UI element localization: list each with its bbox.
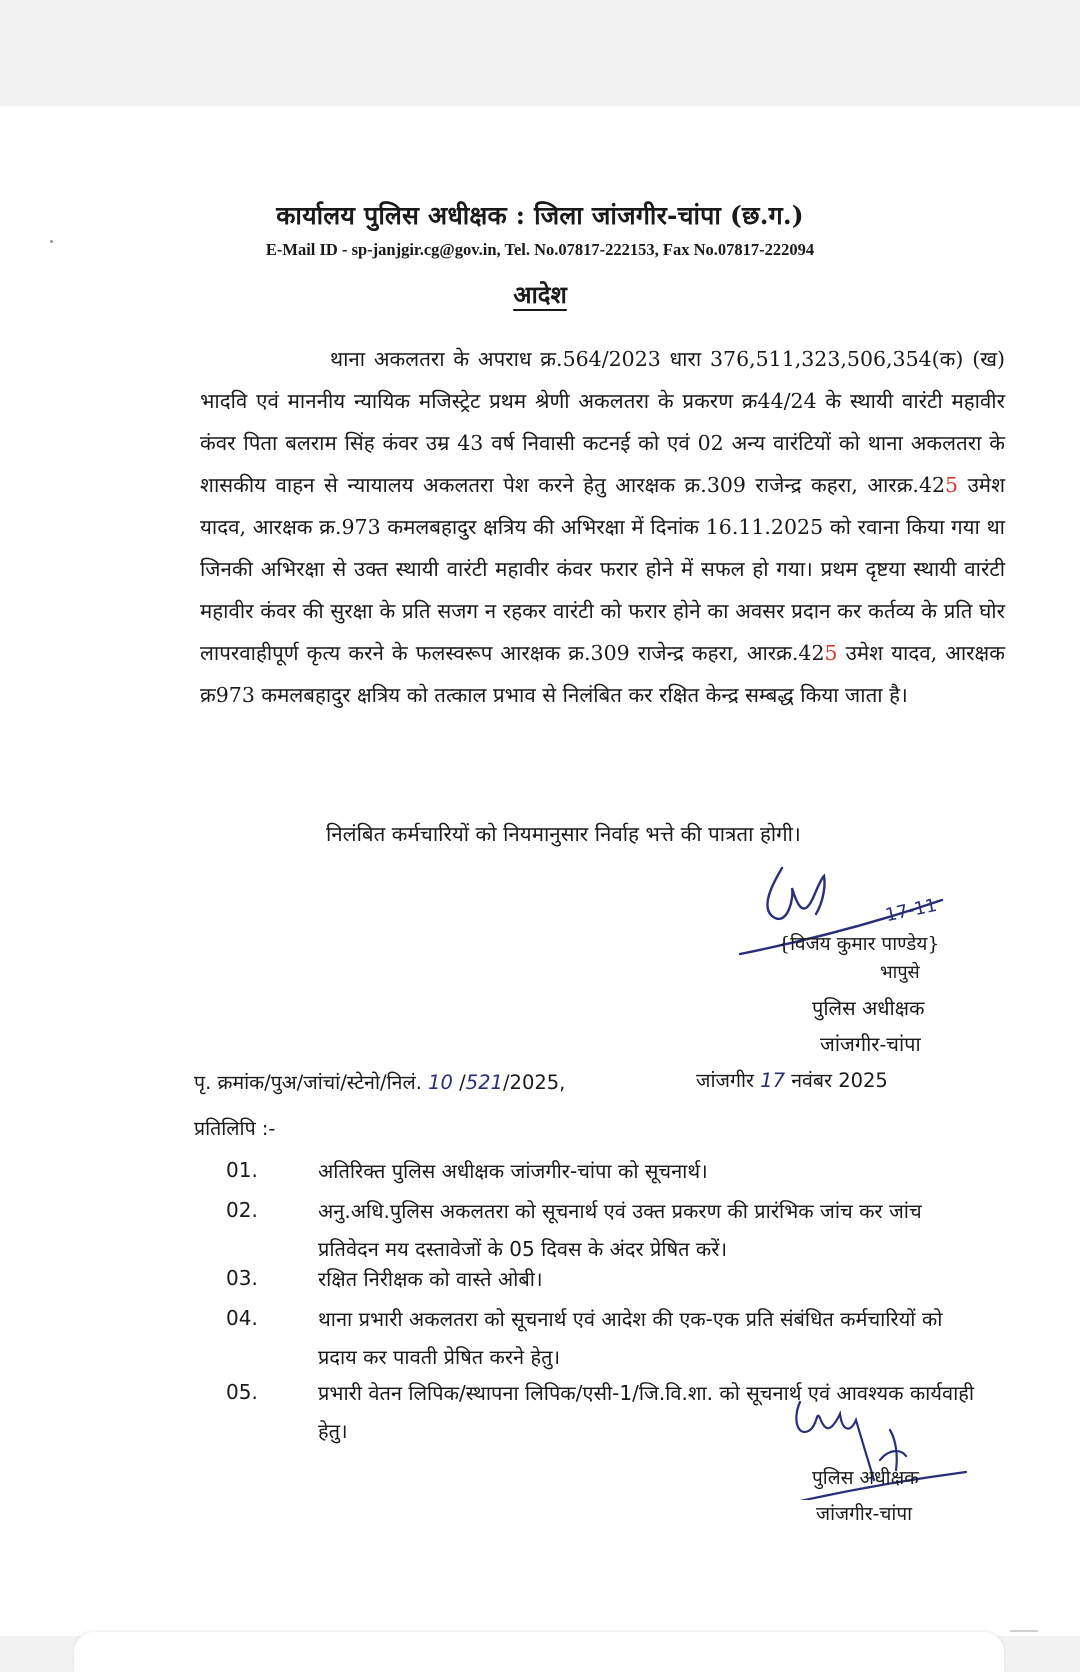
copy-item-text: रक्षित निरीक्षक को वास्ते ओबी। xyxy=(318,1267,543,1291)
reference-date xyxy=(696,1066,888,1093)
reference-prefix: पृ. क्रमांक/पुअ/जांचां/स्टेनो/निलं. xyxy=(194,1071,429,1094)
copy-item-text: अनु.अधि.पुलिस अकलतरा को सूचनार्थ एवं उक्त प्रकरण की प्रारंभिक जांच कर जांच प्रतिवेदन मय दस्तावेजों के 05 दिवस के अंदर प्रेषित करें। xyxy=(318,1199,922,1261)
body-text-part-2: उमेश यादव, आरक्षक क्र.973 कमलबहादुर क्षत्रिय की अभिरक्षा में दिनांक 16.11.2025 को रवाना किया गया था जिनकी अभिरक्षा से उक्त स्थायी वारंटी महावीर कंवर फरार होने में सफल हो गया। प्रथम दृष्टया स्थायी वारंटी महावीर कंवर की सुरक्षा के प्रति सजग न रहकर वारंटी को फरार होने का अवसर प्रदान कर कर्तव्य के प्रति घोर लापरवाहीपूर्ण कृत्य करने के फलस्वरूप आरक्षक क्र.309 राजेन्द्र कहरा, आरक्र.42 xyxy=(200,473,1006,665)
reference-date-place: जांजगीर xyxy=(696,1069,761,1092)
reference-separator: / xyxy=(452,1071,466,1094)
contact-line: E-Mail ID - sp-janjgir.cg@gov.in, Tel. No.07817-222153, Fax No.07817-222094 xyxy=(265,240,815,259)
signatory-name: {विजय कुमार पाण्डेय} xyxy=(778,933,940,955)
order-heading: आदेश xyxy=(513,280,567,309)
signatory-service: भापुसे xyxy=(880,962,920,983)
order-body-paragraph xyxy=(200,338,1005,716)
viewer-bottom-sheet[interactable] xyxy=(74,1632,1004,1672)
red-correction-1: 5 xyxy=(945,473,959,497)
copy-to-label: प्रतिलिपि :- xyxy=(194,1117,276,1140)
allowance-paragraph: निलंबित कर्मचारियों को नियमानुसार निर्वाह भत्ते की पात्रता होगी। xyxy=(326,822,801,846)
reference-number xyxy=(194,1068,565,1095)
page-corner-mark xyxy=(1010,1630,1038,1632)
reference-date-month: नवंबर 2025 xyxy=(785,1069,888,1092)
footer-designation: पुलिस अधीक्षक xyxy=(812,1467,919,1489)
reference-year: /2025, xyxy=(502,1071,566,1094)
copy-item-number: 04. xyxy=(226,1306,258,1330)
reference-hand-day: 17 xyxy=(760,1069,786,1092)
copy-item-number: 05. xyxy=(226,1380,258,1404)
signatory-place: जांजगीर-चांपा xyxy=(820,1032,921,1056)
red-correction-2: 5 xyxy=(824,641,838,665)
office-title: कार्यालय पुलिस अधीक्षक : जिला जांजगीर-चांपा (छ.ग.) xyxy=(276,201,804,230)
signatory-designation: पुलिस अधीक्षक xyxy=(812,996,925,1020)
footer-place: जांजगीर-चांपा xyxy=(816,1503,913,1525)
body-text-part-3: उमेश यादव, आरक्षक क्र973 कमलबहादुर क्षत्रिय को तत्काल प्रभाव से निलंबित कर रक्षित केन्द्र सम्बद्ध किया जाता है। xyxy=(200,641,1005,707)
copy-item-text: प्रभारी वेतन लिपिक/स्थापना लिपिक/एसी-1/जि.वि.शा. को सूचनार्थ एवं आवश्यक कार्यवाही हेतु। xyxy=(318,1381,975,1443)
reference-hand-number-1: 10 xyxy=(428,1071,453,1094)
copy-item-number: 03. xyxy=(226,1266,258,1290)
reference-hand-number-2: 521 xyxy=(465,1071,503,1094)
body-text-part-1: थाना अकलतरा के अपराध क्र.564/2023 धारा 376,511,323,506,354(क) (ख) भादवि एवं माननीय न्यायिक मजिस्ट्रेट प्रथम श्रेणी अकलतरा के प्रकरण क्र44/24 के स्थायी वारंटी महावीर कंवर पिता बलराम सिंह कंवर उम्र 43 वर्ष निवासी कटनई को एवं 02 अन्य वारंटियों को थाना अकलतरा के शासकीय वाहन से न्यायालय अकलतरा पेश करने हेतु आरक्षक क्र.309 राजेन्द्र कहरा, आरक्र.42 xyxy=(200,347,1005,497)
copy-item-number: 01. xyxy=(226,1158,258,1182)
copy-item-text: थाना प्रभारी अकलतरा को सूचनार्थ एवं आदेश की एक-एक प्रति संबंधित कर्मचारियों को प्रदाय कर पावती प्रेषित करने हेतु। xyxy=(318,1307,943,1369)
copy-item-text: अतिरिक्त पुलिस अधीक्षक जांजगीर-चांपा को सूचनार्थ। xyxy=(318,1159,708,1183)
signature-date-note: 17-11 xyxy=(883,894,939,927)
copy-item-number: 02. xyxy=(226,1198,258,1222)
